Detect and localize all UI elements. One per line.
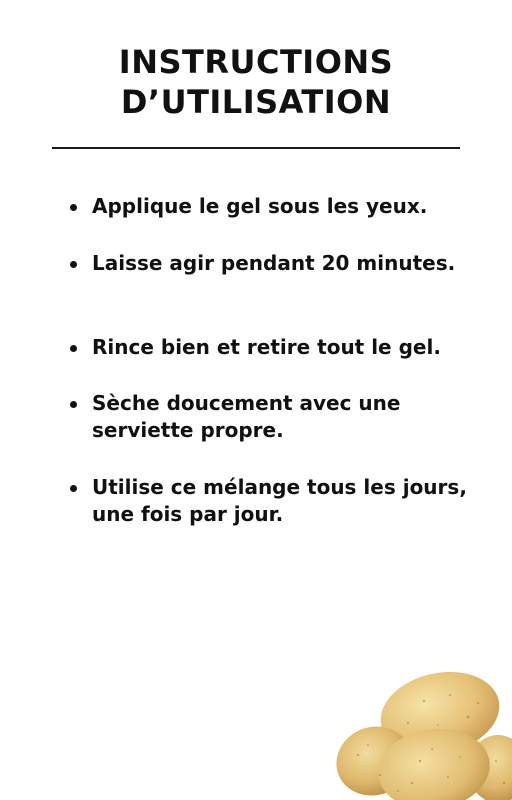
bullet-icon: [70, 204, 77, 211]
instruction-text: Sèche doucement avec une serviette propre.: [92, 391, 401, 442]
bullet-icon: [70, 261, 77, 268]
instruction-item: [92, 334, 472, 361]
title-line-1: INSTRUCTIONS: [118, 43, 394, 81]
instruction-item: [92, 250, 472, 277]
instruction-item: [92, 390, 472, 444]
title-divider: [52, 147, 460, 149]
bullet-icon: [70, 401, 77, 408]
bullet-icon: [70, 485, 77, 492]
instruction-text: Applique le gel sous les yeux.: [92, 194, 428, 218]
instruction-item: [92, 474, 472, 528]
page-title: [0, 42, 512, 122]
bullet-icon: [70, 345, 77, 352]
instruction-item: [92, 193, 472, 220]
instruction-text: Utilise ce mélange tous les jours, une fois par jour.: [92, 475, 467, 526]
instruction-text: Rince bien et retire tout le gel.: [92, 335, 441, 359]
instruction-text: Laisse agir pendant 20 minutes.: [92, 251, 456, 275]
title-line-2: D’UTILISATION: [120, 83, 392, 121]
potatoes-image: [328, 665, 512, 800]
